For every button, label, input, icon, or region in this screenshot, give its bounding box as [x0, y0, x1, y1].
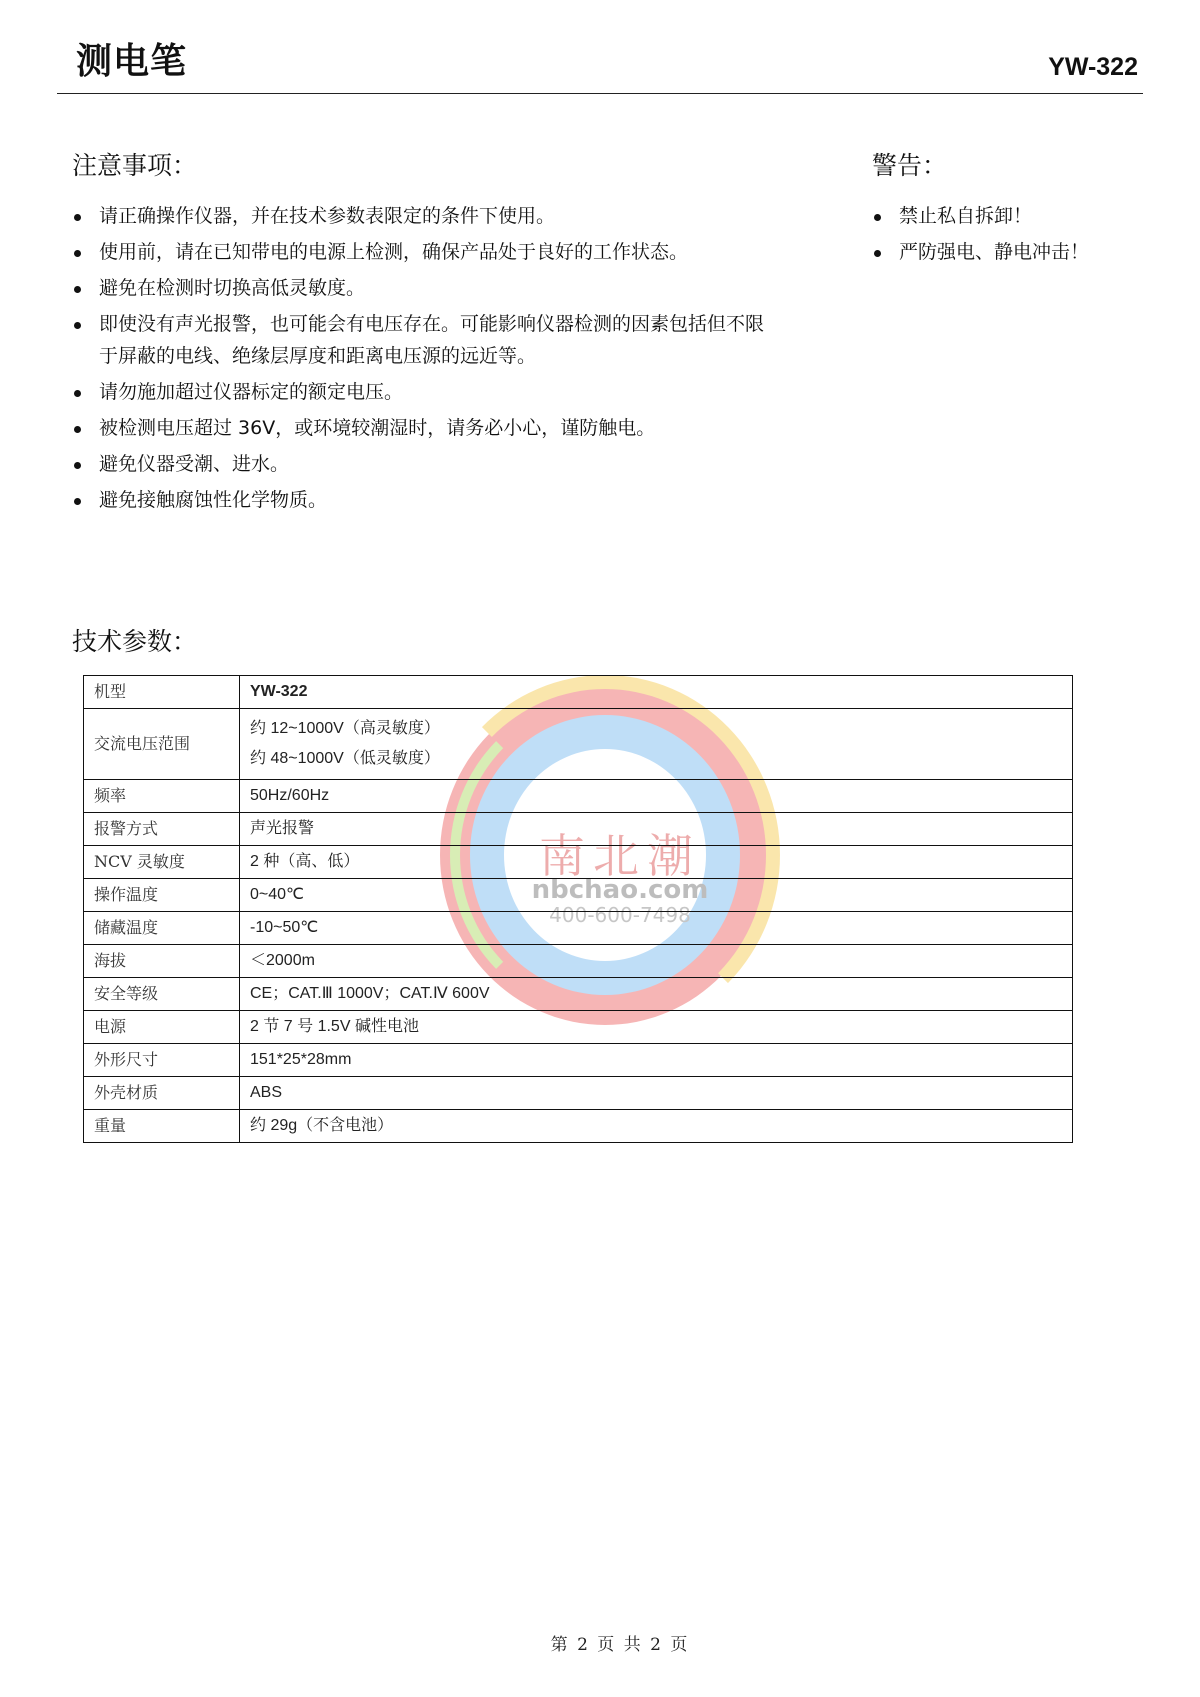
table-row: 外形尺寸 151*25*28mm — [84, 1044, 1073, 1077]
list-item: 严防强电、静电冲击！ — [872, 236, 1172, 268]
watermark-domain: nbchao.com — [531, 875, 709, 905]
list-item: 避免在检测时切换高低灵敏度。 — [72, 272, 772, 304]
document-title: 测电笔 — [76, 41, 188, 82]
watermark-brand: 南北潮 — [539, 829, 701, 883]
bullet-icon — [74, 250, 81, 257]
table-row: 海拔 ＜2000m — [84, 945, 1073, 978]
table-row: 安全等级 CE；CAT.Ⅲ 1000V；CAT.Ⅳ 600V — [84, 978, 1073, 1011]
list-item: 被检测电压超过 36V，或环境较潮湿时，请务必小心，谨防触电。 — [72, 412, 772, 444]
bullet-icon — [74, 426, 81, 433]
table-row: 交流电压范围 约 12~1000V（高灵敏度） 约 48~1000V（低灵敏度） — [84, 709, 1073, 780]
list-item: 避免接触腐蚀性化学物质。 — [72, 484, 772, 516]
page-number: 第 2 页 共 2 页 — [550, 1635, 690, 1655]
bullet-icon — [74, 390, 81, 397]
header-divider — [57, 93, 1143, 94]
warnings-heading: 警告： — [872, 151, 948, 180]
notes-list — [72, 200, 772, 520]
specs-table — [83, 675, 1073, 1143]
table-row: 报警方式 声光报警 — [84, 813, 1073, 846]
model-number: YW-322 — [1048, 53, 1138, 81]
warnings-list — [872, 200, 1172, 272]
list-item: 使用前，请在已知带电的电源上检测，确保产品处于良好的工作状态。 — [72, 236, 772, 268]
bullet-icon — [874, 250, 881, 257]
table-row: 频率 50Hz/60Hz — [84, 780, 1073, 813]
table-row: 机型 YW-322 — [84, 676, 1073, 709]
list-item: 即使没有声光报警，也可能会有电压存在。可能影响仪器检测的因素包括但不限于屏蔽的电线、绝缘层厚度和距离电压源的远近等。 — [72, 308, 764, 372]
table-row: 操作温度 0~40℃ — [84, 879, 1073, 912]
list-item: 避免仪器受潮、进水。 — [72, 448, 772, 480]
table-row: 电源 2 节 7 号 1.5V 碱性电池 — [84, 1011, 1073, 1044]
notes-heading: 注意事项： — [72, 151, 198, 180]
bullet-icon — [74, 286, 81, 293]
table-row: NCV 灵敏度 2 种（高、低） — [84, 846, 1073, 879]
table-row: 重量 约 29g（不含电池） — [84, 1110, 1073, 1143]
bullet-icon — [74, 462, 81, 469]
bullet-icon — [74, 214, 81, 221]
table-row: 外壳材质 ABS — [84, 1077, 1073, 1110]
specs-heading: 技术参数： — [72, 627, 198, 656]
bullet-icon — [74, 322, 81, 329]
bullet-icon — [74, 498, 81, 505]
list-item: 请正确操作仪器，并在技术参数表限定的条件下使用。 — [72, 200, 772, 232]
table-row: 储藏温度 -10~50℃ — [84, 912, 1073, 945]
bullet-icon — [874, 214, 881, 221]
watermark-phone: 400-600-7498 — [549, 903, 691, 927]
list-item: 请勿施加超过仪器标定的额定电压。 — [72, 376, 772, 408]
list-item: 禁止私自拆卸！ — [872, 200, 1172, 232]
